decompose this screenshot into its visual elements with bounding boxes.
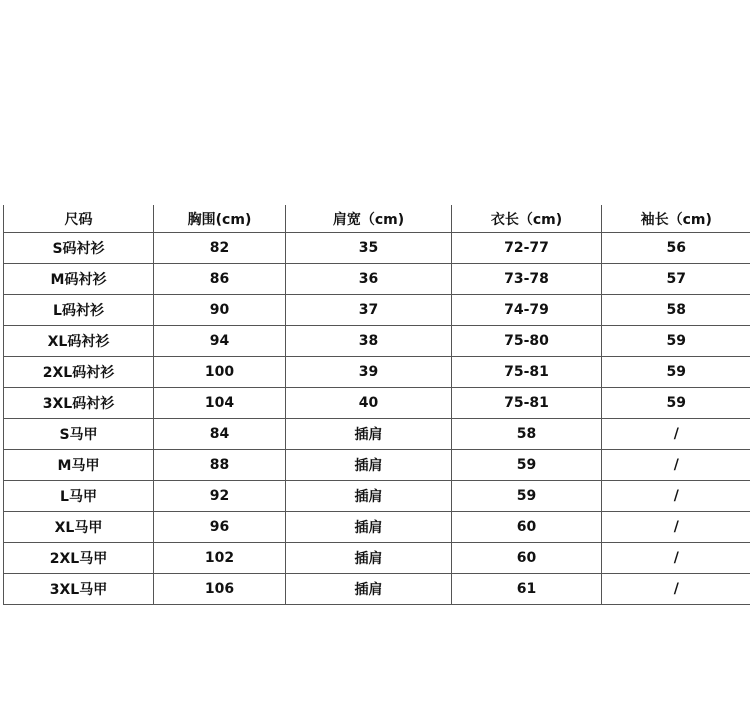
- header-sleeve: 袖长（cm): [602, 205, 750, 233]
- cell-size: 3XL码衬衫: [4, 388, 154, 419]
- cell-length: 60: [452, 543, 602, 574]
- cell-sleeve: 59: [602, 388, 750, 419]
- table-row: [4, 512, 750, 543]
- cell-length: 59: [452, 450, 602, 481]
- cell-shoulder: 35: [286, 233, 452, 264]
- cell-sleeve: 58: [602, 295, 750, 326]
- cell-size: XL马甲: [4, 512, 154, 543]
- cell-shoulder: 39: [286, 357, 452, 388]
- cell-size: 2XL马甲: [4, 543, 154, 574]
- cell-chest: 88: [154, 450, 286, 481]
- cell-shoulder: 40: [286, 388, 452, 419]
- cell-shoulder: 36: [286, 264, 452, 295]
- cell-chest: 92: [154, 481, 286, 512]
- cell-shoulder: 插肩: [286, 450, 452, 481]
- header-row: [4, 205, 750, 233]
- cell-length: 75-81: [452, 357, 602, 388]
- cell-shoulder: 插肩: [286, 419, 452, 450]
- table-row: [4, 481, 750, 512]
- cell-shoulder: 插肩: [286, 481, 452, 512]
- cell-length: 73-78: [452, 264, 602, 295]
- table-row: [4, 264, 750, 295]
- cell-sleeve: 57: [602, 264, 750, 295]
- size-chart-table: [3, 205, 750, 605]
- cell-chest: 86: [154, 264, 286, 295]
- table-row: [4, 419, 750, 450]
- cell-size: L马甲: [4, 481, 154, 512]
- cell-shoulder: 37: [286, 295, 452, 326]
- cell-chest: 104: [154, 388, 286, 419]
- header-chest: 胸围(cm): [154, 205, 286, 233]
- cell-length: 58: [452, 419, 602, 450]
- cell-chest: 106: [154, 574, 286, 605]
- cell-sleeve: 59: [602, 357, 750, 388]
- cell-shoulder: 插肩: [286, 512, 452, 543]
- cell-size: S码衬衫: [4, 233, 154, 264]
- header-length: 衣长（cm): [452, 205, 602, 233]
- cell-length: 60: [452, 512, 602, 543]
- table-row: [4, 450, 750, 481]
- cell-chest: 84: [154, 419, 286, 450]
- cell-length: 75-80: [452, 326, 602, 357]
- cell-length: 61: [452, 574, 602, 605]
- cell-length: 75-81: [452, 388, 602, 419]
- cell-sleeve: /: [602, 481, 750, 512]
- cell-sleeve: /: [602, 543, 750, 574]
- cell-shoulder: 38: [286, 326, 452, 357]
- cell-chest: 102: [154, 543, 286, 574]
- cell-size: S马甲: [4, 419, 154, 450]
- cell-chest: 100: [154, 357, 286, 388]
- cell-size: L码衬衫: [4, 295, 154, 326]
- cell-size: M马甲: [4, 450, 154, 481]
- header-shoulder: 肩宽（cm): [286, 205, 452, 233]
- cell-sleeve: /: [602, 574, 750, 605]
- cell-sleeve: /: [602, 419, 750, 450]
- cell-chest: 96: [154, 512, 286, 543]
- table-row: [4, 388, 750, 419]
- cell-sleeve: 59: [602, 326, 750, 357]
- cell-chest: 90: [154, 295, 286, 326]
- cell-shoulder: 插肩: [286, 574, 452, 605]
- cell-chest: 82: [154, 233, 286, 264]
- table-row: [4, 574, 750, 605]
- cell-sleeve: /: [602, 450, 750, 481]
- cell-sleeve: /: [602, 512, 750, 543]
- cell-length: 74-79: [452, 295, 602, 326]
- header-size: 尺码: [4, 205, 154, 233]
- cell-length: 72-77: [452, 233, 602, 264]
- table-row: [4, 233, 750, 264]
- table-row: [4, 326, 750, 357]
- cell-size: 2XL码衬衫: [4, 357, 154, 388]
- cell-size: XL码衬衫: [4, 326, 154, 357]
- cell-sleeve: 56: [602, 233, 750, 264]
- cell-size: M码衬衫: [4, 264, 154, 295]
- cell-size: 3XL马甲: [4, 574, 154, 605]
- cell-length: 59: [452, 481, 602, 512]
- table-row: [4, 543, 750, 574]
- table-row: [4, 295, 750, 326]
- table-row: [4, 357, 750, 388]
- cell-shoulder: 插肩: [286, 543, 452, 574]
- cell-chest: 94: [154, 326, 286, 357]
- table-body: [4, 233, 750, 605]
